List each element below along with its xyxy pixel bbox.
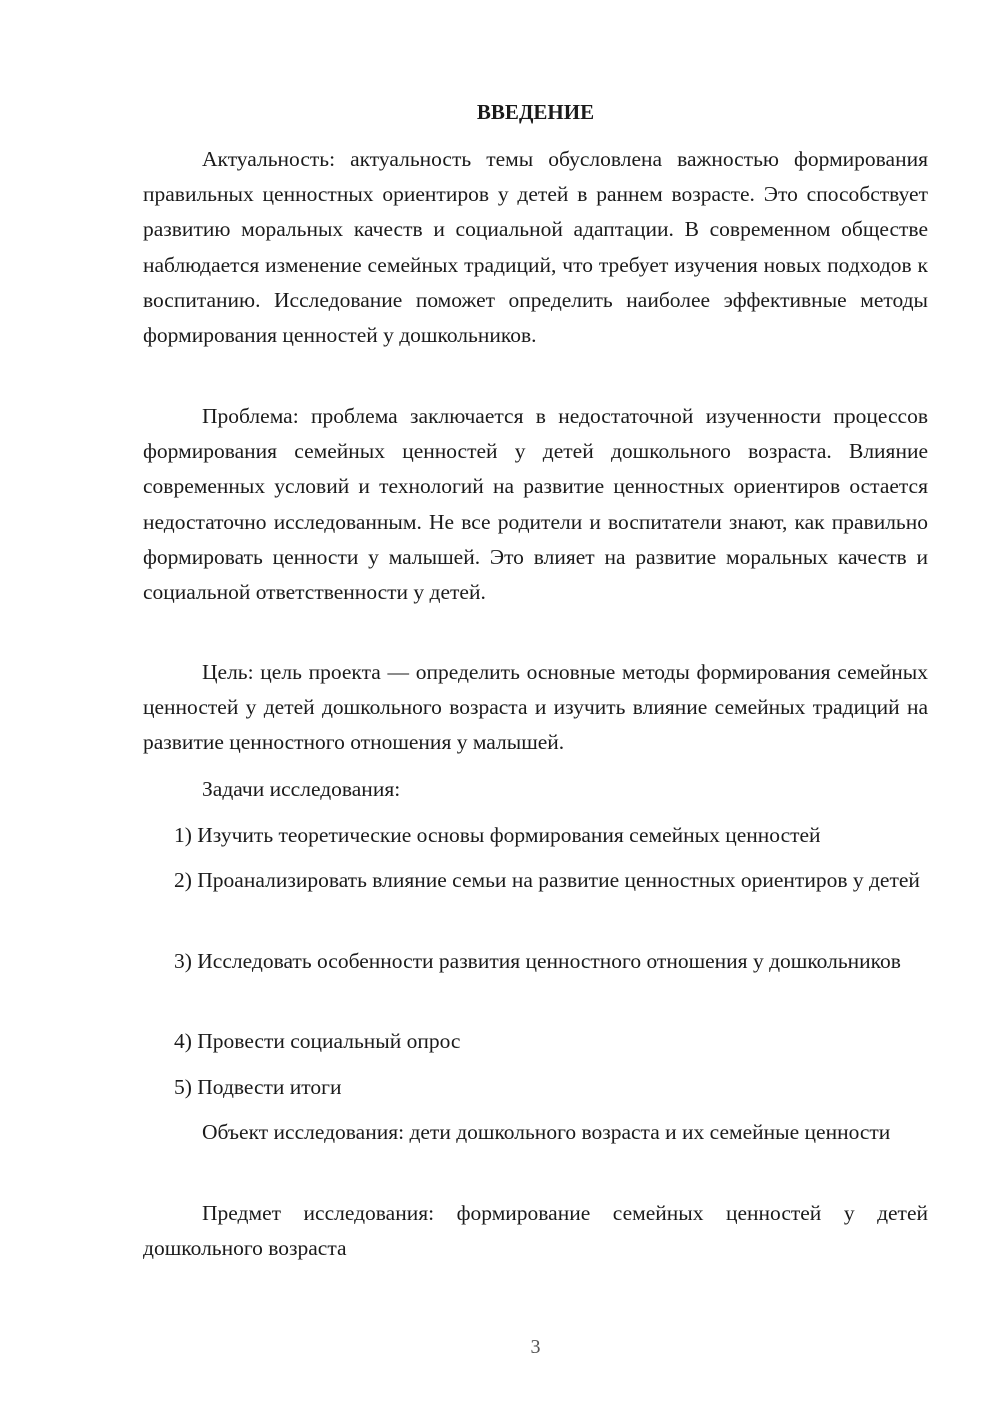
- list-item: 3) Исследовать особенности развития ценностного отношения у дошкольников: [174, 949, 901, 973]
- page-title: ВВЕДЕНИЕ: [476, 100, 595, 124]
- list-item: 2) Проанализировать влияние семьи на развитие ценностных ориентиров у детей: [174, 868, 920, 892]
- paragraph-object: Объект исследования: дети дошкольного возраста и их семейные ценности: [202, 1120, 891, 1144]
- list-item: 5) Подвести итоги: [174, 1075, 342, 1099]
- paragraph-relevance: Актуальность: актуальность темы обусловлена важностью формирования правильных ценностных ориентиров у детей в раннем возрасте. Это способствует развитию моральных качеств и социальной адаптации. В современном обществе наблюдается изменение семейных традиций, что требует изучения новых подходов к воспитанию. Исследование поможет определить наиболее эффективные методы формирования ценностей у дошкольников.: [143, 147, 928, 348]
- paragraph-goal: Цель: цель проекта — определить основные методы формирования семейных ценностей у детей дошкольного возраста и изучить влияние семейных традиций на развитие ценностного отношения у малышей.: [143, 660, 928, 755]
- paragraph-tasks-intro: Задачи исследования:: [202, 777, 401, 801]
- list-item: 4) Провести социальный опрос: [174, 1029, 461, 1053]
- paragraph-subject: Предмет исследования: формирование семейных ценностей у детей дошкольного возраста: [143, 1201, 928, 1261]
- page-number: 3: [530, 1336, 541, 1358]
- paragraph-problem: Проблема: проблема заключается в недостаточной изученности процессов формирования семейных ценностей у детей дошкольного возраста. Влияние современных условий и технологий на развитие ценностных ориентиров остается недостаточно исследованным. Не все родители и воспитатели знают, как правильно формировать ценности у малышей. Это влияет на развитие моральных качеств и социальной ответственности у детей.: [143, 404, 928, 605]
- list-item: 1) Изучить теоретические основы формирования семейных ценностей: [174, 823, 821, 847]
